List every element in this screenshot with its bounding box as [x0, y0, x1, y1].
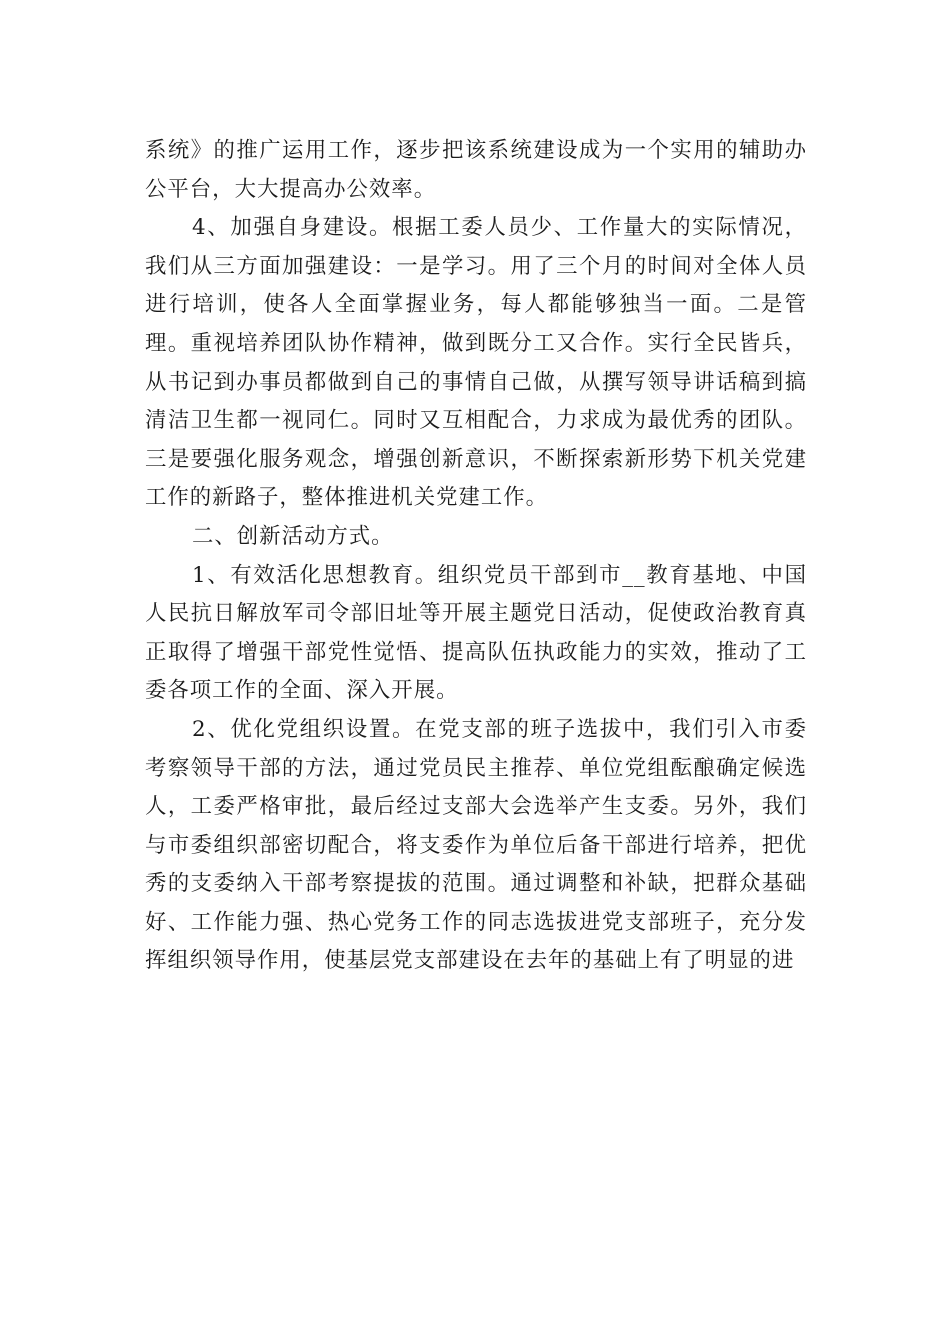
paragraph-self-construction: 4、加强自身建设。根据工委人员少、工作量大的实际情况，我们从三方面加强建设：一是学习。用了三个月的时间对全体人员进行培训，使各人全面掌握业务，每人都能够独当一面。二是管理。重视培养团队协作精神，做到既分工又合作。实行全民皆兵，从书记到办事员都做到自己的事情自己做，从撰写领导讲话稿到搞清洁卫生都一视同仁。同时又互相配合，力求成为最优秀的团队。三是要强化服务观念，增强创新意识，不断探索新形势下机关党建工作的新路子，整体推进机关党建工作。: [145, 215, 807, 511]
paragraph-system-promotion: 系统》的推广运用工作，逐步把该系统建设成为一个实用的辅助办公平台，大大提高办公效率。: [145, 138, 807, 202]
paragraph-ideological-education: 1、有效活化思想教育。组织党员干部到市__教育基地、中国人民抗日解放军司令部旧址等开展主题党日活动，促使政治教育真正取得了增强干部党性觉悟、提高队伍执政能力的实效，推动了工委各项工作的全面、深入开展。: [145, 562, 807, 704]
section-heading-innovate-activities: 二、创新活动方式。: [192, 523, 394, 549]
paragraph-party-organization: 2、优化党组织设置。在党支部的班子选拔中，我们引入市委考察领导干部的方法，通过党员民主推荐、单位党组酝酿确定候选人，工委严格审批，最后经过支部大会选举产生支委。另外，我们与市委组织部密切配合，将支委作为单位后备干部进行培养，把优秀的支委纳入干部考察提拔的范围。通过调整和补缺，把群众基础好、工作能力强、热心党务工作的同志选拔进党支部班子，充分发挥组织领导作用，使基层党支部建设在去年的基础上有了明显的进: [145, 716, 807, 974]
document-body: [145, 132, 807, 981]
